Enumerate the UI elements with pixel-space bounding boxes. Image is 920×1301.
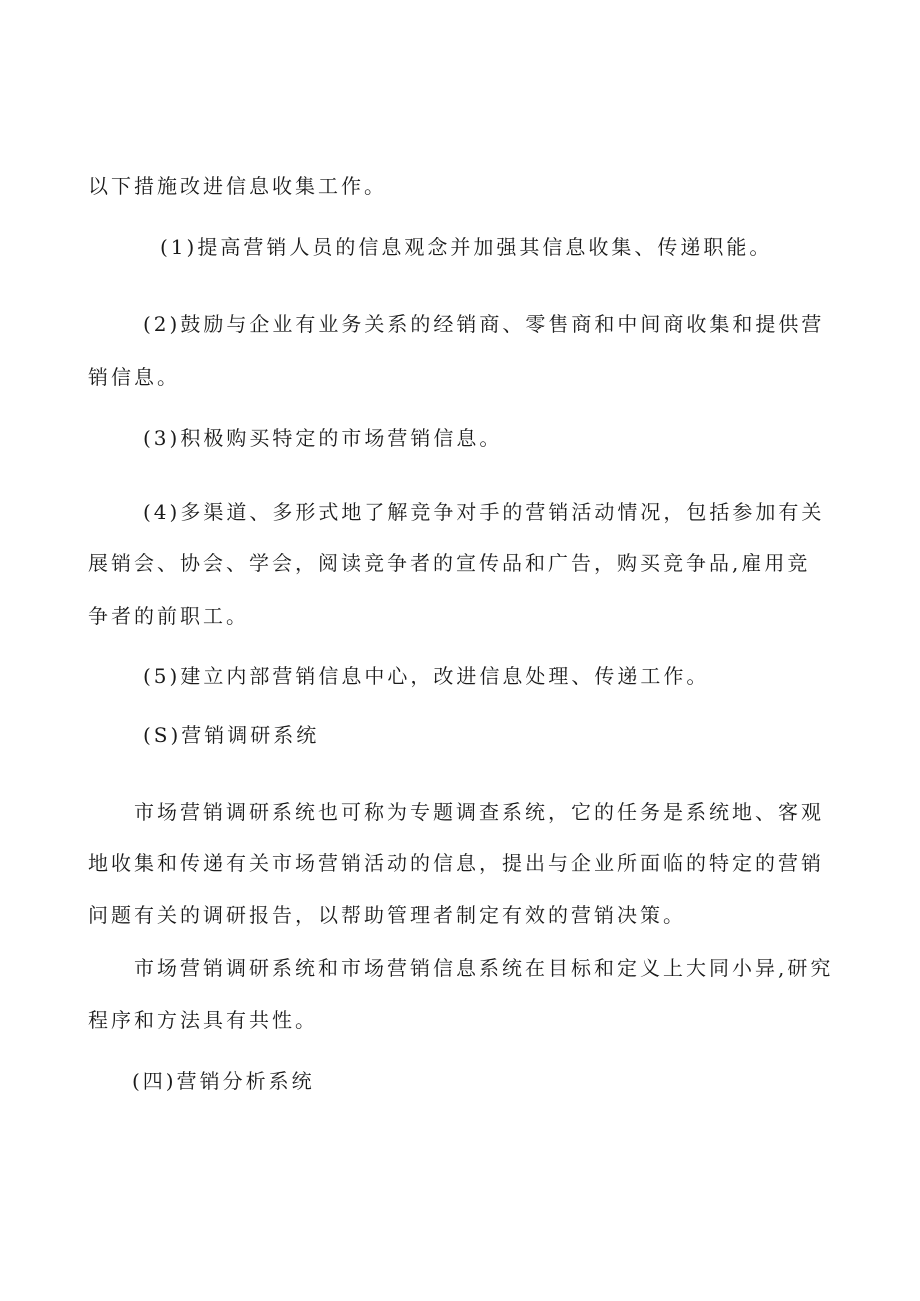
text-line: 程序和方法具有共性。	[88, 1008, 318, 1032]
text-line: (1)提高营销人员的信息观念并加强其信息收集、传递职能。	[160, 235, 773, 259]
text-line: 展销会、协会、学会，阅读竞争者的宣传品和广告，购买竞争品,雇用竞	[88, 551, 811, 575]
text-line: 市场营销调研系统和市场营销信息系统在目标和定义上大同小异,研究	[134, 956, 834, 980]
section-heading: (S)营销调研系统	[143, 723, 320, 747]
section-heading: (四)营销分析系统	[132, 1069, 315, 1093]
text-line: 市场营销调研系统也可称为专题调查系统，它的任务是系统地、客观	[134, 800, 824, 824]
text-line: (4)多渠道、多形式地了解竞争对手的营销活动情况，包括参加有关	[143, 500, 825, 524]
text-line: 销信息。	[88, 365, 180, 389]
text-line: 问题有关的调研报告，以帮助管理者制定有效的营销决策。	[88, 903, 686, 927]
text-line: 以下措施改进信息收集工作。	[88, 174, 387, 198]
text-line: 争者的前职工。	[88, 604, 249, 628]
text-line: (3)积极购买特定的市场营销信息。	[143, 426, 503, 450]
text-line: 地收集和传递有关市场营销活动的信息，提出与企业所面临的特定的营销	[88, 851, 824, 875]
text-line: (5)建立内部营销信息中心，改进信息处理、传递工作。	[143, 664, 710, 688]
text-line: (2)鼓励与企业有业务关系的经销商、零售商和中间商收集和提供营	[143, 312, 825, 336]
